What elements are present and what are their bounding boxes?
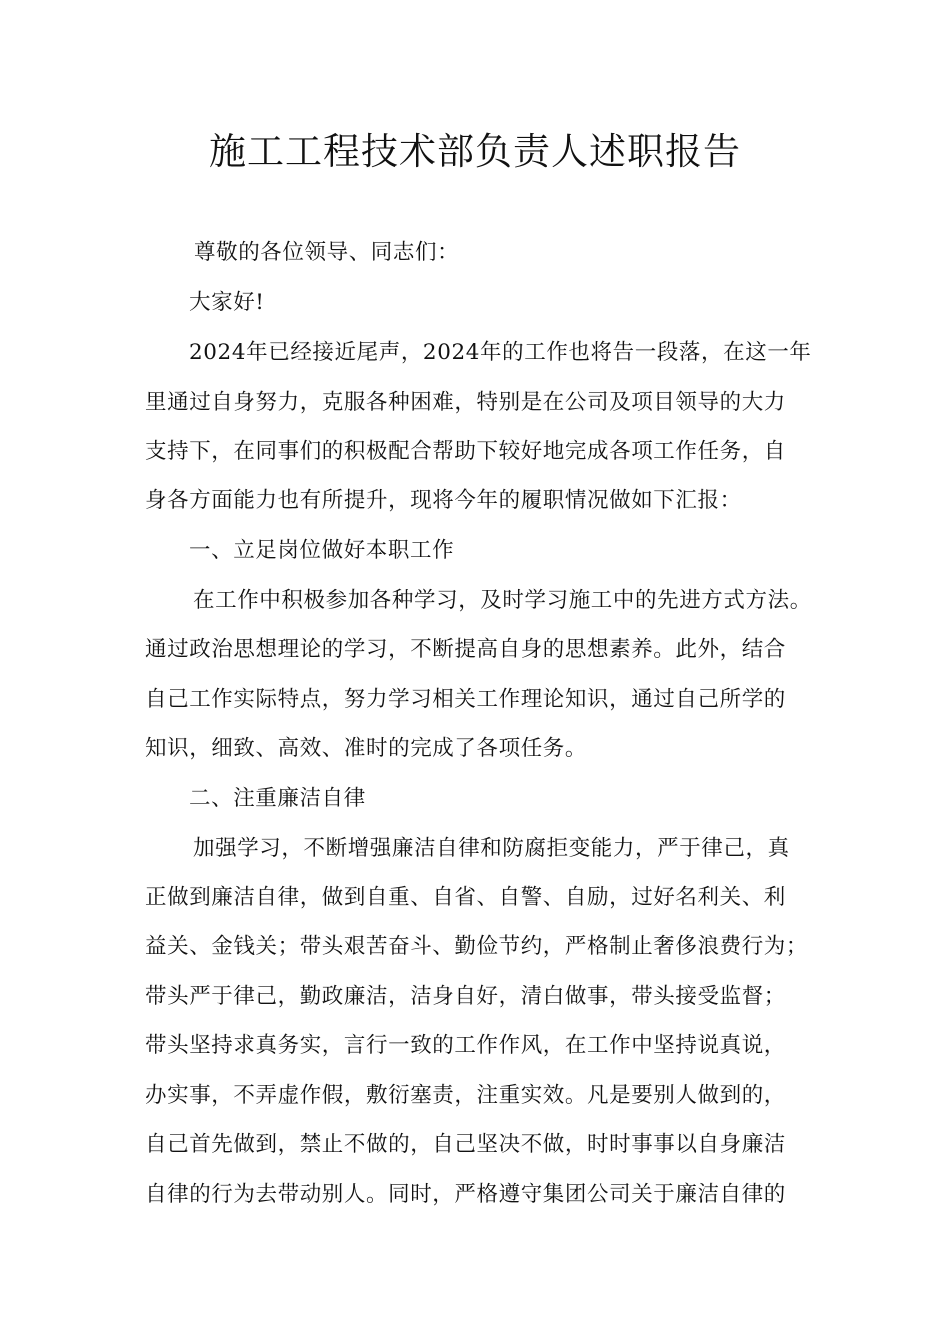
paragraph-line: 正做到廉洁自律，做到自重、自省、自警、自励，过好名利关、利: [145, 885, 786, 910]
paragraph-line: 知识，细致、高效、准时的完成了各项任务。: [145, 736, 588, 761]
paragraph-line: 2024年已经接近尾声，2024年的工作也将告一段落，在这一年: [189, 340, 812, 365]
paragraph-line: 办实事，不弄虚作假，敷衍塞责，注重实效。凡是要别人做到的，: [145, 1083, 786, 1108]
section-heading: 二、注重廉洁自律: [189, 786, 366, 811]
paragraph-line: 里通过自身努力，克服各种困难，特别是在公司及项目领导的大力: [145, 390, 786, 415]
paragraph-line: 自己工作实际特点，努力学习相关工作理论知识，通过自己所学的: [145, 687, 786, 712]
paragraph-line: 带头严于律己，勤政廉洁，洁身自好，清白做事，带头接受监督；: [145, 984, 786, 1009]
paragraph-line: 身各方面能力也有所提升，现将今年的履职情况做如下汇报：: [145, 488, 742, 513]
paragraph-line: 加强学习，不断增强廉洁自律和防腐拒变能力，严于律己，真: [193, 836, 790, 861]
greeting-line: 大家好!: [189, 290, 265, 315]
paragraph-line: 通过政治思想理论的学习，不断提高自身的思想素养。此外，结合: [145, 637, 786, 662]
paragraph-line: 自己首先做到，禁止不做的，自己坚决不做，时时事事以自身廉洁: [145, 1132, 786, 1157]
section-heading: 一、立足岗位做好本职工作: [189, 538, 455, 563]
paragraph-line: 自律的行为去带动别人。同时，严格遵守集团公司关于廉洁自律的: [145, 1182, 786, 1207]
paragraph-line: 在工作中积极参加各种学习，及时学习施工中的先进方式方法。: [193, 588, 812, 613]
paragraph-line: 带头坚持求真务实，言行一致的工作作风，在工作中坚持说真说，: [145, 1033, 786, 1058]
paragraph-line: 支持下，在同事们的积极配合帮助下较好地完成各项工作任务，自: [145, 439, 786, 464]
document-title: 施工工程技术部负责人述职报告: [209, 130, 741, 173]
paragraph-line: 益关、金钱关；带头艰苦奋斗、勤俭节约，严格制止奢侈浪费行为；: [145, 934, 809, 959]
salutation-line: 尊敬的各位领导、同志们：: [194, 240, 460, 265]
